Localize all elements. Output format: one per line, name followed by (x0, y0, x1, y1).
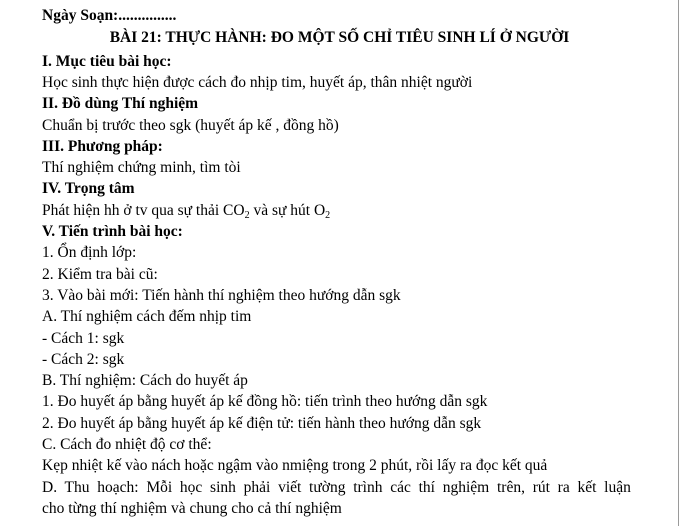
process-line: 1. Đo huyết áp bằng huyết áp kế đồng hồ: tiến trình theo hướng dẫn sgk (42, 393, 488, 410)
focus-text-part-b: và sự hút O (249, 202, 326, 219)
methods-text: Thí nghiệm chứng minh, tìm tòi (42, 159, 241, 176)
objectives-heading: I. Mục tiêu bài học: (42, 53, 172, 70)
process-line: 1. Ổn định lớp: (42, 244, 137, 261)
process-line: 3. Vào bài mới: Tiến hành thí nghiệm theo hướng dẫn sgk (42, 287, 401, 304)
objectives-text: Học sinh thực hiện được cách đo nhịp tim, huyết áp, thân nhiệt người (42, 74, 473, 91)
process-line: 2. Kiểm tra bài cũ: (42, 266, 158, 283)
process-line: D. Thu hoạch: Mỗi học sinh phải viết tường trình các thí nghiệm trên, rút ra kết luận (42, 479, 631, 496)
methods-heading: III. Phương pháp: (42, 138, 163, 155)
focus-text (42, 201, 330, 221)
process-line: - Cách 1: sgk (42, 330, 125, 347)
process-heading: V. Tiến trình bài học: (42, 223, 183, 240)
process-line: - Cách 2: sgk (42, 351, 125, 368)
focus-text-part-a: Phát hiện hh ở tv qua sự thải CO (42, 202, 245, 219)
prep-date: Ngày Soạn:............... (42, 7, 177, 24)
co2-subscript: 2 (244, 210, 250, 221)
process-line: B. Thí nghiệm: Cách do huyết áp (42, 372, 248, 389)
process-line: cho từng thí nghiệm và chung cho cả thí nghiệm (42, 500, 342, 517)
equipment-heading: II. Đồ dùng Thí nghiệm (42, 95, 199, 112)
process-line: C. Cách đo nhiệt độ cơ thể: (42, 436, 212, 453)
equipment-text: Chuẩn bị trước theo sgk (huyết áp kế , đồng hồ) (42, 117, 339, 134)
o2-subscript: 2 (325, 210, 331, 221)
process-line: 2. Đo huyết áp bằng huyết áp kế điện tử: tiến hành theo hướng dẫn sgk (42, 415, 482, 432)
lesson-title: BÀI 21: THỰC HÀNH: ĐO MỘT SỐ CHỈ TIÊU SINH LÍ Ở NGƯỜI (109, 29, 570, 46)
process-line: Kẹp nhiệt kế vào nách hoặc ngậm vào nmiệng trong 2 phút, rồi lấy ra đọc kết quả (42, 457, 548, 474)
process-line: A. Thí nghiệm cách đếm nhịp tim (42, 308, 252, 325)
focus-heading: IV. Trọng tâm (42, 180, 135, 197)
